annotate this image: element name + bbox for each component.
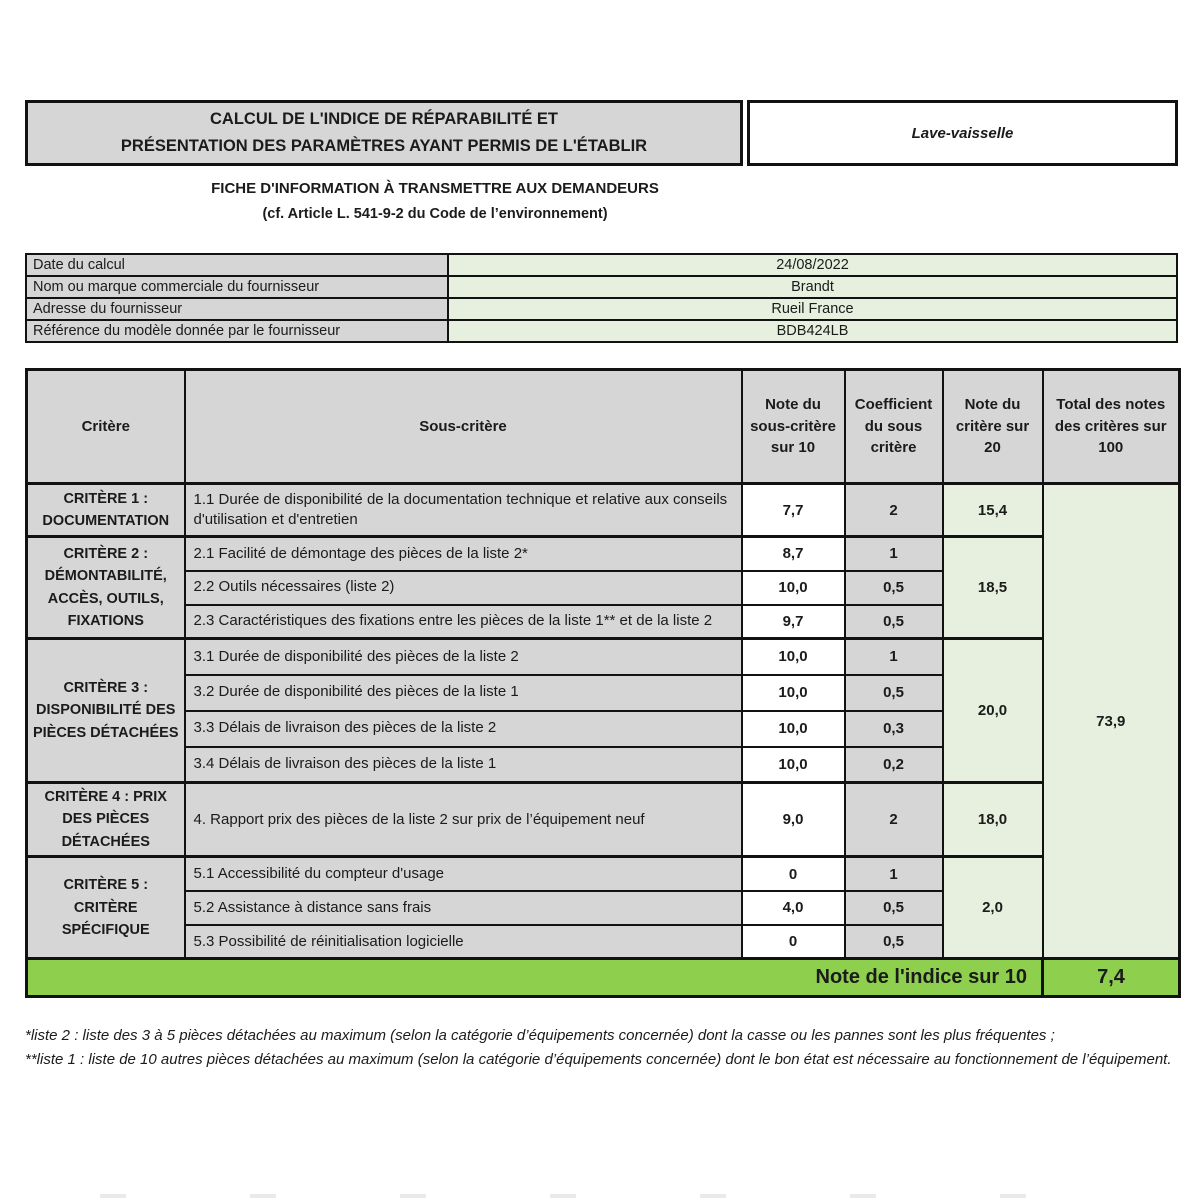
subcriterion-4-label: 4. Rapport prix des pièces de la liste 2 sur prix de l’équipement neuf bbox=[185, 783, 742, 857]
subcriterion-3-2-coef: 0,5 bbox=[845, 675, 943, 711]
info-value-model: BDB424LB bbox=[448, 320, 1177, 342]
info-label-address: Adresse du fournisseur bbox=[26, 298, 448, 320]
subcriterion-3-3-note: 10,0 bbox=[742, 711, 845, 747]
col-header-sous-critere: Sous-critère bbox=[185, 370, 742, 484]
footnotes bbox=[25, 1024, 1177, 1073]
criterion-1-note20: 15,4 bbox=[943, 484, 1043, 537]
col-header-note-critere-20: Note du critère sur 20 bbox=[943, 370, 1043, 484]
subcriterion-3-4-coef: 0,2 bbox=[845, 747, 943, 783]
info-value-address: Rueil France bbox=[448, 298, 1177, 320]
subtitle-block bbox=[25, 180, 845, 222]
index-score-label: Note de l'indice sur 10 bbox=[27, 959, 1043, 997]
criteria-table bbox=[25, 368, 1181, 998]
criterion-3-note20: 20,0 bbox=[943, 639, 1043, 783]
subcriterion-3-1-note: 10,0 bbox=[742, 639, 845, 675]
subcriterion-1-1-coef: 2 bbox=[845, 484, 943, 537]
subcriterion-5-2-label: 5.2 Assistance à distance sans frais bbox=[185, 891, 742, 925]
subcriterion-3-4-note: 10,0 bbox=[742, 747, 845, 783]
subcriterion-3-2-label: 3.2 Durée de disponibilité des pièces de la liste 1 bbox=[185, 675, 742, 711]
subcriterion-3-1-label: 3.1 Durée de disponibilité des pièces de la liste 2 bbox=[185, 639, 742, 675]
subcriterion-2-3-note: 9,7 bbox=[742, 605, 845, 639]
product-category-box bbox=[747, 100, 1178, 166]
subtitle-line2: (cf. Article L. 541-9-2 du Code de l’environnement) bbox=[262, 206, 608, 222]
product-category-label: Lave-vaisselle bbox=[911, 124, 1014, 142]
table-row bbox=[27, 639, 1180, 675]
document-title-line1: CALCUL DE L'INDICE DE RÉPARABILITÉ ET bbox=[210, 109, 558, 128]
total-over-100: 73,9 bbox=[1043, 484, 1180, 959]
col-header-critere: Critère bbox=[27, 370, 185, 484]
subcriterion-4-note: 9,0 bbox=[742, 783, 845, 857]
table-row bbox=[27, 783, 1180, 857]
info-row-model bbox=[26, 320, 1177, 342]
info-row-brand bbox=[26, 276, 1177, 298]
subcriterion-2-2-note: 10,0 bbox=[742, 571, 845, 605]
criterion-2-note20: 18,5 bbox=[943, 537, 1043, 639]
subcriterion-1-1-label: 1.1 Durée de disponibilité de la documentation technique et relative aux conseils d'utilisation et d'entretien bbox=[185, 484, 742, 537]
document-title bbox=[25, 100, 743, 166]
subcriterion-1-1-note: 7,7 bbox=[742, 484, 845, 537]
scan-artifact-marks bbox=[100, 1194, 1100, 1198]
info-label-model: Référence du modèle donnée par le fournisseur bbox=[26, 320, 448, 342]
col-header-note-sous-critere: Note du sous-critère sur 10 bbox=[742, 370, 845, 484]
subcriterion-5-1-coef: 1 bbox=[845, 857, 943, 891]
subcriterion-2-1-note: 8,7 bbox=[742, 537, 845, 571]
criterion-2-name: CRITÈRE 2 : DÉMONTABILITÉ, ACCÈS, OUTILS, FIXATIONS bbox=[27, 537, 185, 639]
subcriterion-5-2-coef: 0,5 bbox=[845, 891, 943, 925]
subcriterion-2-2-label: 2.2 Outils nécessaires (liste 2) bbox=[185, 571, 742, 605]
criterion-5-note20: 2,0 bbox=[943, 857, 1043, 959]
subcriterion-3-2-note: 10,0 bbox=[742, 675, 845, 711]
subcriterion-3-3-coef: 0,3 bbox=[845, 711, 943, 747]
footnote-liste1: **liste 1 : liste de 10 autres pièces détachées au maximum (selon la catégorie d’équipements concernée) dont le bon état est nécessaire au fonctionnement de l’équipement. bbox=[25, 1051, 1172, 1069]
criterion-4-note20: 18,0 bbox=[943, 783, 1043, 857]
index-score-row bbox=[27, 959, 1180, 997]
info-value-brand: Brandt bbox=[448, 276, 1177, 298]
document-title-line2: PRÉSENTATION DES PARAMÈTRES AYANT PERMIS DE L'ÉTABLIR bbox=[120, 137, 648, 155]
criteria-table-header bbox=[27, 370, 1180, 484]
info-row-date bbox=[26, 254, 1177, 276]
info-row-address bbox=[26, 298, 1177, 320]
subtitle-line1: FICHE D'INFORMATION À TRANSMETTRE AUX DEMANDEURS bbox=[211, 180, 659, 197]
col-header-coefficient: Coefficient du sous critère bbox=[845, 370, 943, 484]
info-value-date: 24/08/2022 bbox=[448, 254, 1177, 276]
criterion-5-name: CRITÈRE 5 : CRITÈRE SPÉCIFIQUE bbox=[27, 857, 185, 959]
subcriterion-5-2-note: 4,0 bbox=[742, 891, 845, 925]
info-label-date: Date du calcul bbox=[26, 254, 448, 276]
col-header-total-100: Total des notes des critères sur 100 bbox=[1043, 370, 1180, 484]
subcriterion-5-1-label: 5.1 Accessibilité du compteur d'usage bbox=[185, 857, 742, 891]
title-row bbox=[25, 100, 1178, 166]
subcriterion-2-2-coef: 0,5 bbox=[845, 571, 943, 605]
subcriterion-3-3-label: 3.3 Délais de livraison des pièces de la liste 2 bbox=[185, 711, 742, 747]
subcriterion-2-3-coef: 0,5 bbox=[845, 605, 943, 639]
footnote-liste2: *liste 2 : liste des 3 à 5 pièces détachées au maximum (selon la catégorie d’équipements concernée) dont la casse ou les pannes sont les plus fréquentes ; bbox=[25, 1027, 1055, 1044]
subcriterion-3-1-coef: 1 bbox=[845, 639, 943, 675]
table-row bbox=[27, 857, 1180, 891]
subcriterion-5-1-note: 0 bbox=[742, 857, 845, 891]
criterion-4-name: CRITÈRE 4 : PRIX DES PIÈCES DÉTACHÉES bbox=[27, 783, 185, 857]
subcriterion-5-3-note: 0 bbox=[742, 925, 845, 959]
subcriterion-2-3-label: 2.3 Caractéristiques des fixations entre les pièces de la liste 1** et de la liste 2 bbox=[185, 605, 742, 639]
subcriterion-4-coef: 2 bbox=[845, 783, 943, 857]
subcriterion-2-1-coef: 1 bbox=[845, 537, 943, 571]
table-row bbox=[27, 484, 1180, 537]
table-row bbox=[27, 537, 1180, 571]
subcriterion-5-3-label: 5.3 Possibilité de réinitialisation logicielle bbox=[185, 925, 742, 959]
info-label-brand: Nom ou marque commerciale du fournisseur bbox=[26, 276, 448, 298]
criterion-1-name: CRITÈRE 1 : DOCUMENTATION bbox=[27, 484, 185, 537]
subcriterion-2-1-label: 2.1 Facilité de démontage des pièces de la liste 2* bbox=[185, 537, 742, 571]
supplier-info-table bbox=[25, 253, 1178, 343]
criterion-3-name: CRITÈRE 3 : DISPONIBILITÉ DES PIÈCES DÉTACHÉES bbox=[27, 639, 185, 783]
index-score-value: 7,4 bbox=[1043, 959, 1180, 997]
subcriterion-5-3-coef: 0,5 bbox=[845, 925, 943, 959]
subcriterion-3-4-label: 3.4 Délais de livraison des pièces de la liste 1 bbox=[185, 747, 742, 783]
